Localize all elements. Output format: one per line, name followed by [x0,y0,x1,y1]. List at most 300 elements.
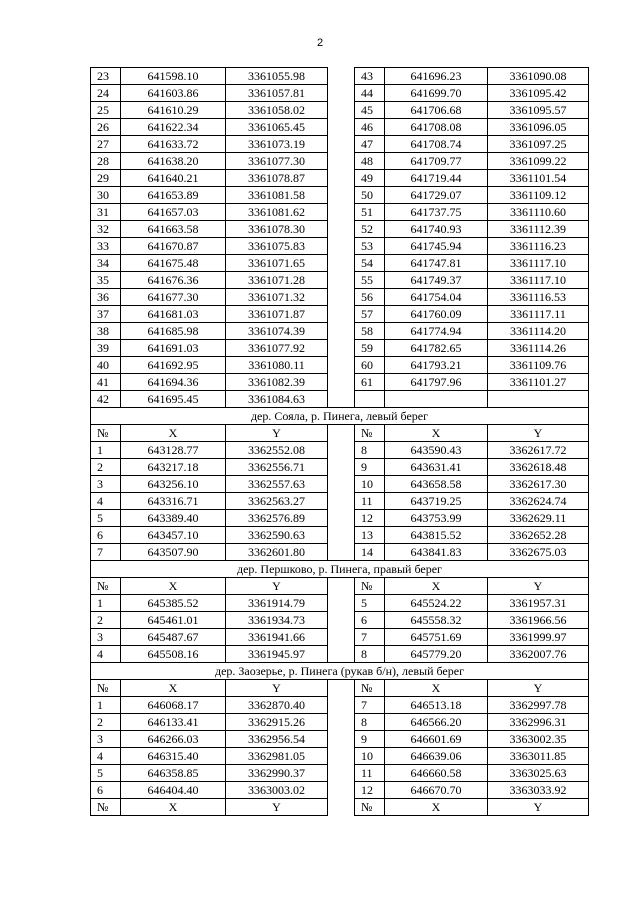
x-coordinate-cell: 641675.48 [121,255,226,272]
point-number-cell: 29 [91,170,121,187]
y-coordinate-cell: 3362996.31 [488,714,589,731]
x-coordinate-cell: 641610.29 [121,102,226,119]
x-coordinate-cell: 641677.30 [121,289,226,306]
y-coordinate-cell: 3362624.74 [488,493,589,510]
column-header-x: X [385,799,488,816]
y-coordinate-cell: 3361084.63 [226,391,328,408]
column-gap [328,765,355,782]
x-coordinate-cell: 645461.01 [121,612,226,629]
point-number-cell: 10 [355,748,385,765]
column-gap [328,255,355,272]
x-coordinate-cell: 641670.87 [121,238,226,255]
y-coordinate-cell: 3362629.11 [488,510,589,527]
y-coordinate-cell: 3361099.22 [488,153,589,170]
x-coordinate-cell: 645487.67 [121,629,226,646]
table-row [91,765,589,782]
y-coordinate-cell: 3362915.26 [226,714,328,731]
y-coordinate-cell: 3362557.63 [226,476,328,493]
point-number-cell: 25 [91,102,121,119]
point-number-cell: 4 [91,748,121,765]
x-coordinate-cell: 641692.95 [121,357,226,374]
point-number-cell: 60 [355,357,385,374]
x-coordinate-cell: 641681.03 [121,306,226,323]
section-title-row [91,663,589,680]
point-number-cell: 5 [355,595,385,612]
column-gap [328,493,355,510]
table-row [91,510,589,527]
y-coordinate-cell: 3361081.58 [226,187,328,204]
point-number-cell: 59 [355,340,385,357]
y-coordinate-cell: 3361078.87 [226,170,328,187]
coordinates-table [90,67,589,816]
y-coordinate-cell: 3361095.42 [488,85,589,102]
x-coordinate-cell: 646404.40 [121,782,226,799]
y-coordinate-cell: 3362590.63 [226,527,328,544]
x-coordinate-cell: 646358.85 [121,765,226,782]
column-header-y: Y [226,425,328,442]
column-gap [328,697,355,714]
y-coordinate-cell: 3361055.98 [226,68,328,85]
column-gap [328,629,355,646]
x-coordinate-cell: 641676.36 [121,272,226,289]
x-coordinate-cell: 646133.41 [121,714,226,731]
x-coordinate-cell: 643316.71 [121,493,226,510]
point-number-cell: 5 [91,765,121,782]
x-coordinate-cell: 641729.07 [385,187,488,204]
x-coordinate-cell: 641774.94 [385,323,488,340]
point-number-cell: 37 [91,306,121,323]
column-header-x: X [121,680,226,697]
y-coordinate-cell: 3361090.08 [488,68,589,85]
x-coordinate-cell: 641709.77 [385,153,488,170]
x-coordinate-cell: 643658.58 [385,476,488,493]
point-number-cell: 38 [91,323,121,340]
y-coordinate-cell: 3361096.05 [488,119,589,136]
x-coordinate-cell: 641740.93 [385,221,488,238]
y-coordinate-cell: 3361110.60 [488,204,589,221]
point-number-cell: 24 [91,85,121,102]
column-gap [328,68,355,85]
x-coordinate-cell: 641691.03 [121,340,226,357]
column-header-no: № [355,680,385,697]
column-gap [328,153,355,170]
y-coordinate-cell: 3361914.79 [226,595,328,612]
point-number-cell: 27 [91,136,121,153]
y-coordinate-cell: 3361117.10 [488,255,589,272]
header-row [91,578,589,595]
y-coordinate-cell: 3361071.32 [226,289,328,306]
column-gap [328,578,355,595]
x-coordinate-cell: 641719.44 [385,170,488,187]
table-row [91,442,589,459]
x-coordinate-cell: 643631.41 [385,459,488,476]
x-coordinate-cell: 643507.90 [121,544,226,561]
y-coordinate-cell: 3361117.11 [488,306,589,323]
point-number-cell: 8 [355,646,385,663]
table-row [91,85,589,102]
y-coordinate-cell: 3362617.72 [488,442,589,459]
table-row [91,187,589,204]
x-coordinate-cell: 641793.21 [385,357,488,374]
y-coordinate-cell: 3361071.28 [226,272,328,289]
point-number-cell: 2 [91,459,121,476]
point-number-cell: 42 [91,391,121,408]
x-coordinate-cell: 641653.89 [121,187,226,204]
y-coordinate-cell: 3361957.31 [488,595,589,612]
point-number-cell: 9 [355,459,385,476]
column-header-y: Y [226,578,328,595]
y-coordinate-cell: 3361941.66 [226,629,328,646]
x-coordinate-cell: 643217.18 [121,459,226,476]
table-row [91,595,589,612]
table-row [91,204,589,221]
point-number-cell: 36 [91,289,121,306]
table-row [91,493,589,510]
y-coordinate-cell: 3361109.76 [488,357,589,374]
column-gap [328,187,355,204]
x-coordinate-cell: 643128.77 [121,442,226,459]
column-header-y: Y [226,680,328,697]
table-row [91,391,589,408]
column-gap [328,782,355,799]
table-row [91,136,589,153]
y-coordinate-cell: 3361095.57 [488,102,589,119]
table-row [91,221,589,238]
y-coordinate-cell: 3361101.27 [488,374,589,391]
x-coordinate-cell: 643590.43 [385,442,488,459]
point-number-cell: 34 [91,255,121,272]
table-row [91,459,589,476]
y-coordinate-cell [488,391,589,408]
x-coordinate-cell: 646315.40 [121,748,226,765]
point-number-cell: 32 [91,221,121,238]
section-title: дер. Першково, р. Пинега, правый берег [91,561,589,578]
y-coordinate-cell: 3361934.73 [226,612,328,629]
point-number-cell: 52 [355,221,385,238]
point-number-cell: 6 [355,612,385,629]
point-number-cell: 31 [91,204,121,221]
point-number-cell: 50 [355,187,385,204]
column-header-x: X [385,578,488,595]
column-gap [328,238,355,255]
table-row [91,748,589,765]
column-gap [328,714,355,731]
x-coordinate-cell: 646566.20 [385,714,488,731]
y-coordinate-cell: 3362617.30 [488,476,589,493]
point-number-cell: 8 [355,442,385,459]
section-title: дер. Сояла, р. Пинега, левый берег [91,408,589,425]
table-row [91,170,589,187]
x-coordinate-cell: 641638.20 [121,153,226,170]
point-number-cell: 4 [91,493,121,510]
x-coordinate-cell: 645558.32 [385,612,488,629]
y-coordinate-cell: 3361080.11 [226,357,328,374]
column-gap [328,85,355,102]
x-coordinate-cell: 643753.99 [385,510,488,527]
table-row [91,323,589,340]
section-title-row [91,408,589,425]
column-header-no: № [355,578,385,595]
column-gap [328,340,355,357]
y-coordinate-cell: 3363002.35 [488,731,589,748]
column-gap [328,527,355,544]
column-gap [328,544,355,561]
x-coordinate-cell: 641694.36 [121,374,226,391]
column-header-y: Y [488,578,589,595]
column-header-x: X [385,680,488,697]
point-number-cell: 23 [91,68,121,85]
section-title: дер. Заозерье, р. Пинега (рукав б/н), левый берег [91,663,589,680]
point-number-cell: 41 [91,374,121,391]
y-coordinate-cell: 3361116.23 [488,238,589,255]
y-coordinate-cell: 3362556.71 [226,459,328,476]
column-header-no: № [355,799,385,816]
point-number-cell: 61 [355,374,385,391]
column-gap [328,612,355,629]
table-row [91,782,589,799]
y-coordinate-cell: 3361116.53 [488,289,589,306]
x-coordinate-cell: 643719.25 [385,493,488,510]
x-coordinate-cell: 641598.10 [121,68,226,85]
x-coordinate-cell: 641695.45 [121,391,226,408]
point-number-cell: 7 [91,544,121,561]
point-number-cell: 1 [91,595,121,612]
table-row [91,255,589,272]
column-gap [328,272,355,289]
table-row [91,527,589,544]
table-row [91,272,589,289]
column-gap [328,680,355,697]
header-row [91,680,589,697]
y-coordinate-cell: 3362652.28 [488,527,589,544]
x-coordinate-cell: 643841.83 [385,544,488,561]
y-coordinate-cell: 3361114.20 [488,323,589,340]
column-gap [328,323,355,340]
point-number-cell: 5 [91,510,121,527]
column-gap [328,459,355,476]
column-header-y: Y [488,680,589,697]
point-number-cell: 3 [91,476,121,493]
point-number-cell: 7 [355,629,385,646]
point-number-cell: 45 [355,102,385,119]
y-coordinate-cell: 3361071.87 [226,306,328,323]
point-number-cell: 3 [91,731,121,748]
point-number-cell: 13 [355,527,385,544]
x-coordinate-cell: 643457.10 [121,527,226,544]
y-coordinate-cell: 3361058.02 [226,102,328,119]
column-gap [328,221,355,238]
point-number-cell: 10 [355,476,385,493]
x-coordinate-cell: 641622.34 [121,119,226,136]
column-gap [328,510,355,527]
point-number-cell: 11 [355,765,385,782]
point-number-cell: 8 [355,714,385,731]
y-coordinate-cell: 3361966.56 [488,612,589,629]
point-number-cell [355,391,385,408]
point-number-cell: 49 [355,170,385,187]
x-coordinate-cell: 641706.68 [385,102,488,119]
point-number-cell: 12 [355,782,385,799]
point-number-cell: 47 [355,136,385,153]
x-coordinate-cell: 641797.96 [385,374,488,391]
table-row [91,731,589,748]
x-coordinate-cell: 643256.10 [121,476,226,493]
point-number-cell: 46 [355,119,385,136]
y-coordinate-cell: 3362870.40 [226,697,328,714]
y-coordinate-cell: 3362601.80 [226,544,328,561]
y-coordinate-cell: 3362675.03 [488,544,589,561]
point-number-cell: 14 [355,544,385,561]
column-gap [328,357,355,374]
column-gap [328,748,355,765]
table-row [91,612,589,629]
table-row [91,68,589,85]
y-coordinate-cell: 3361097.25 [488,136,589,153]
y-coordinate-cell: 3361057.81 [226,85,328,102]
point-number-cell: 11 [355,493,385,510]
point-number-cell: 39 [91,340,121,357]
x-coordinate-cell: 646266.03 [121,731,226,748]
point-number-cell: 1 [91,697,121,714]
table-row [91,102,589,119]
point-number-cell: 53 [355,238,385,255]
column-header-no: № [355,425,385,442]
column-gap [328,731,355,748]
point-number-cell: 2 [91,612,121,629]
y-coordinate-cell: 3361073.19 [226,136,328,153]
column-header-x: X [121,425,226,442]
y-coordinate-cell: 3362981.05 [226,748,328,765]
table-row [91,476,589,493]
point-number-cell: 26 [91,119,121,136]
point-number-cell: 56 [355,289,385,306]
x-coordinate-cell: 646670.70 [385,782,488,799]
column-header-no: № [91,680,121,697]
table-row [91,697,589,714]
y-coordinate-cell: 3361945.97 [226,646,328,663]
y-coordinate-cell: 3362990.37 [226,765,328,782]
y-coordinate-cell: 3361117.10 [488,272,589,289]
column-gap [328,136,355,153]
x-coordinate-cell: 645508.16 [121,646,226,663]
column-header-y: Y [488,425,589,442]
header-row [91,425,589,442]
point-number-cell: 3 [91,629,121,646]
column-gap [328,289,355,306]
x-coordinate-cell: 641745.94 [385,238,488,255]
y-coordinate-cell: 3362576.89 [226,510,328,527]
x-coordinate-cell: 641633.72 [121,136,226,153]
table-row [91,374,589,391]
y-coordinate-cell: 3361078.30 [226,221,328,238]
y-coordinate-cell: 3361077.30 [226,153,328,170]
y-coordinate-cell: 3361114.26 [488,340,589,357]
point-number-cell: 48 [355,153,385,170]
column-header-no: № [91,578,121,595]
y-coordinate-cell: 3361074.39 [226,323,328,340]
point-number-cell: 6 [91,527,121,544]
column-gap [328,425,355,442]
column-header-x: X [121,578,226,595]
section-title-row [91,561,589,578]
y-coordinate-cell: 3362563.27 [226,493,328,510]
y-coordinate-cell: 3362552.08 [226,442,328,459]
point-number-cell: 1 [91,442,121,459]
x-coordinate-cell: 641640.21 [121,170,226,187]
table-row [91,714,589,731]
y-coordinate-cell: 3361081.62 [226,204,328,221]
y-coordinate-cell: 3363003.02 [226,782,328,799]
x-coordinate-cell [385,391,488,408]
table-row [91,629,589,646]
y-coordinate-cell: 3361077.92 [226,340,328,357]
x-coordinate-cell: 641685.98 [121,323,226,340]
table-row [91,289,589,306]
y-coordinate-cell: 3363011.85 [488,748,589,765]
column-gap [328,391,355,408]
column-gap [328,595,355,612]
x-coordinate-cell: 641747.81 [385,255,488,272]
column-gap [328,204,355,221]
table-row [91,306,589,323]
column-gap [328,476,355,493]
point-number-cell: 2 [91,714,121,731]
y-coordinate-cell: 3363033.92 [488,782,589,799]
x-coordinate-cell: 646660.58 [385,765,488,782]
point-number-cell: 4 [91,646,121,663]
point-number-cell: 6 [91,782,121,799]
header-row [91,799,589,816]
y-coordinate-cell: 3362007.76 [488,646,589,663]
y-coordinate-cell: 3361071.65 [226,255,328,272]
x-coordinate-cell: 641696.23 [385,68,488,85]
column-gap [328,170,355,187]
y-coordinate-cell: 3361082.39 [226,374,328,391]
column-gap [328,102,355,119]
x-coordinate-cell: 641699.70 [385,85,488,102]
point-number-cell: 12 [355,510,385,527]
y-coordinate-cell: 3362997.78 [488,697,589,714]
column-gap [328,374,355,391]
point-number-cell: 55 [355,272,385,289]
x-coordinate-cell: 645751.69 [385,629,488,646]
point-number-cell: 57 [355,306,385,323]
point-number-cell: 51 [355,204,385,221]
column-gap [328,306,355,323]
y-coordinate-cell: 3362956.54 [226,731,328,748]
x-coordinate-cell: 641708.08 [385,119,488,136]
column-header-x: X [385,425,488,442]
y-coordinate-cell: 3361075.83 [226,238,328,255]
point-number-cell: 30 [91,187,121,204]
table-row [91,153,589,170]
y-coordinate-cell: 3361999.97 [488,629,589,646]
column-header-no: № [91,799,121,816]
x-coordinate-cell: 643815.52 [385,527,488,544]
column-header-no: № [91,425,121,442]
y-coordinate-cell: 3361101.54 [488,170,589,187]
x-coordinate-cell: 641782.65 [385,340,488,357]
x-coordinate-cell: 641737.75 [385,204,488,221]
point-number-cell: 54 [355,255,385,272]
point-number-cell: 43 [355,68,385,85]
column-header-y: Y [226,799,328,816]
table-row [91,646,589,663]
column-header-y: Y [488,799,589,816]
x-coordinate-cell: 641749.37 [385,272,488,289]
table-row [91,357,589,374]
x-coordinate-cell: 646601.69 [385,731,488,748]
